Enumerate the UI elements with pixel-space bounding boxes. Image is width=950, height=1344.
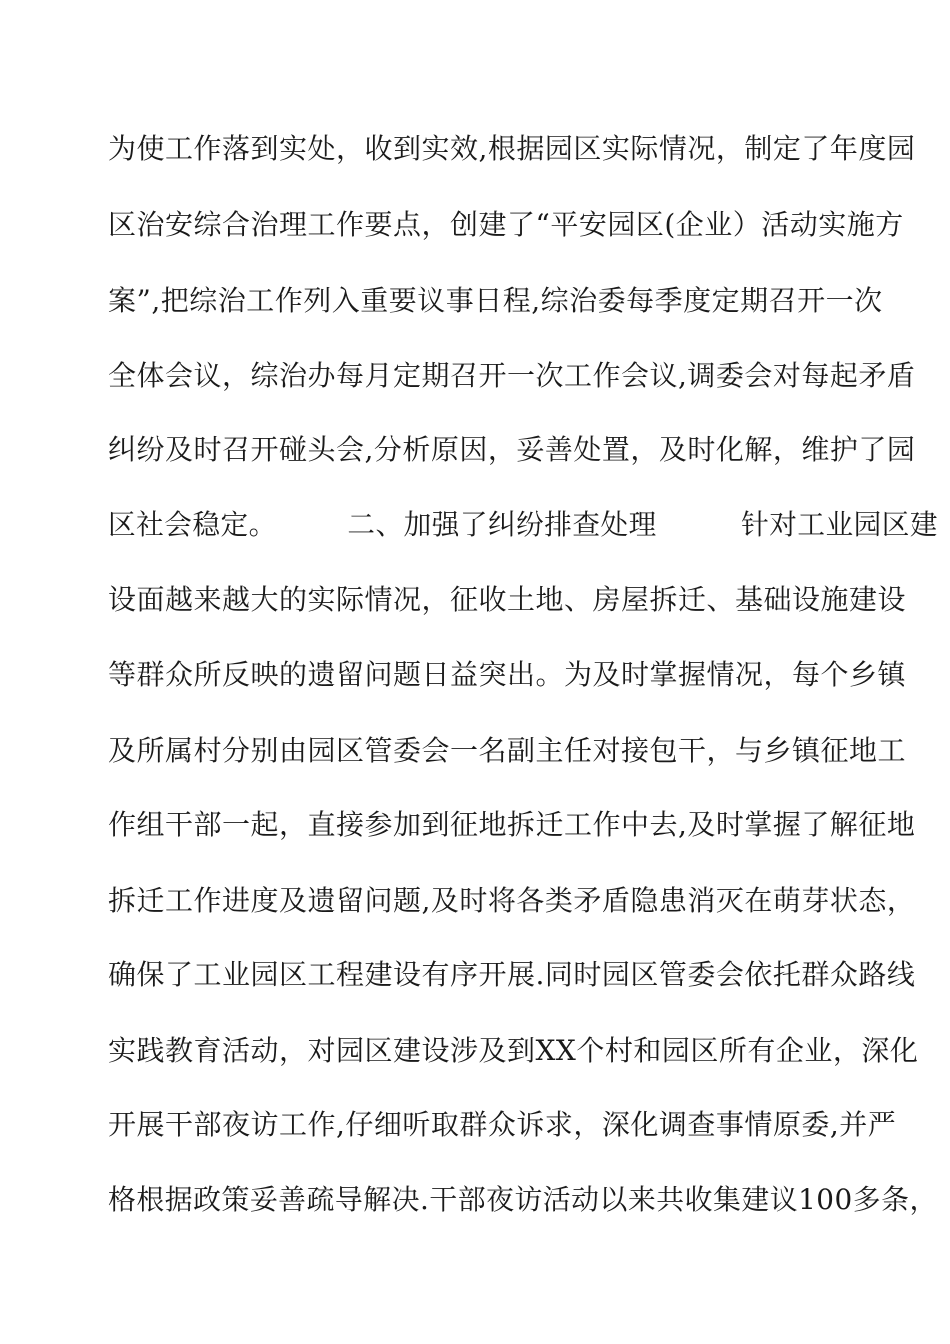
paragraph-line: 拆迁工作进度及遗留问题,及时将各类矛盾隐患消灭在萌芽状态，	[108, 884, 916, 917]
paragraph-line: 纠纷及时召开碰头会,分析原因，妥善处置，及时化解，维护了园	[108, 433, 916, 466]
paragraph-line: 为使工作落到实处，收到实效,根据园区实际情况，制定了年度园	[108, 132, 916, 165]
paragraph-line: 案”,把综治工作列入重要议事日程,综治委每季度定期召开一次	[108, 284, 883, 317]
paragraph-line: 区社会稳定。 二、加强了纠纷排查处理 针对工业园区建	[108, 508, 939, 541]
paragraph-line: 开展干部夜访工作,仔细听取群众诉求，深化调查事情原委,并严	[108, 1108, 897, 1141]
paragraph-line: 作组干部一起，直接参加到征地拆迁工作中去,及时掌握了解征地	[108, 808, 916, 841]
paragraph-line: 及所属村分别由园区管委会一名副主任对接包干，与乡镇征地工	[108, 734, 907, 767]
paragraph-line: 全体会议，综治办每月定期召开一次工作会议,调委会对每起矛盾	[108, 359, 916, 392]
paragraph-line: 实践教育活动，对园区建设涉及到XX个村和园区所有企业，深化	[108, 1034, 919, 1067]
paragraph-line: 确保了工业园区工程建设有序开展.同时园区管委会依托群众路线	[108, 958, 916, 991]
paragraph-line: 区治安综合治理工作要点，创建了“平安园区(企业）活动实施方	[108, 208, 904, 241]
paragraph-line: 设面越来越大的实际情况，征收土地、房屋拆迁、基础设施建设	[108, 583, 907, 616]
paragraph-line: 等群众所反映的遗留问题日益突出。为及时掌握情况，每个乡镇	[108, 658, 907, 691]
paragraph-line: 格根据政策妥善疏导解决.干部夜访活动以来共收集建议100多条，	[108, 1183, 938, 1216]
